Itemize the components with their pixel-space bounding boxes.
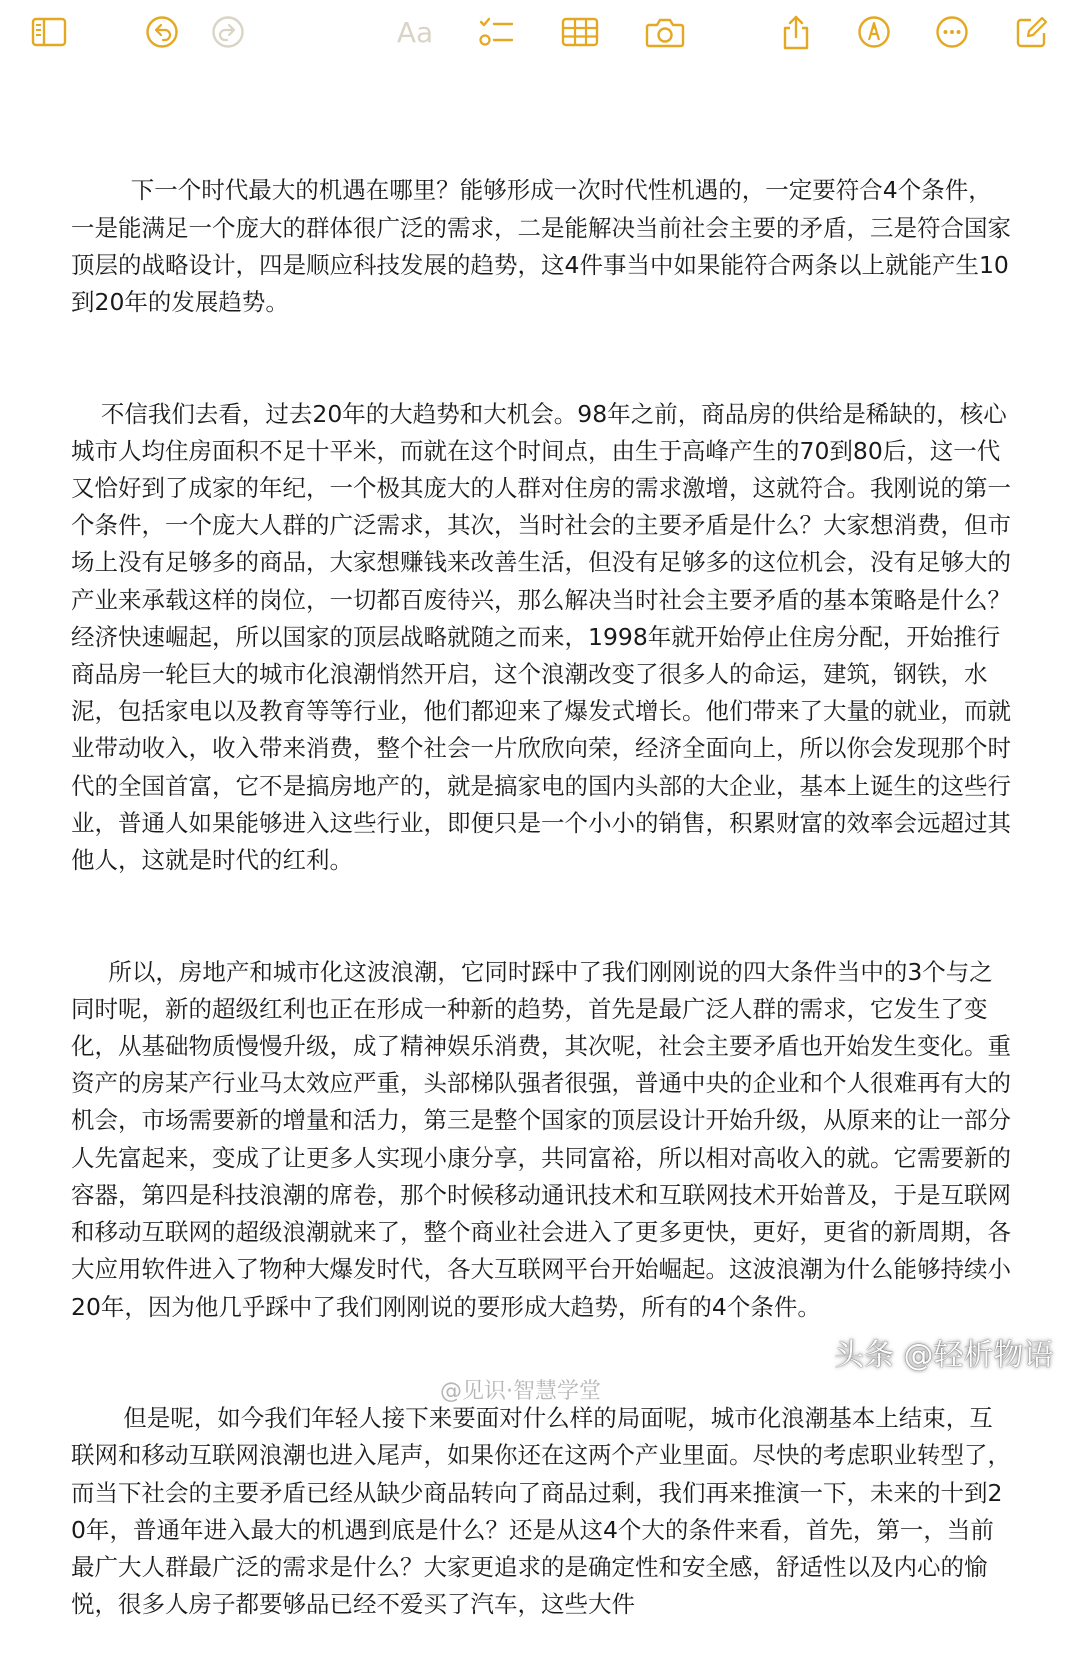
camera-button[interactable]	[643, 10, 687, 54]
more-button[interactable]	[930, 10, 974, 54]
table-button[interactable]	[558, 10, 602, 54]
note-paragraph-3: 所以，房地产和城市化这波浪潮，它同时踩中了我们刚刚说的四大条件当中的3个与之同时呢，新的超级红利也正在形成一种新的趋势，首先是最广泛人群的需求，它发生了变化，从基础物质慢慢升级，成了精神娱乐消费，其次呢，社会主要矛盾也开始发生变化。重资产的房某产行业马太效应严重，头部梯队强者很强，普通中央的企业和个人很难再有大的机会，市场需要新的增量和活力，第三是整个国家的顶层设计开始升级，从原来的让一部分人先富起来，变成了让更多人实现小康分享，共同富裕，所以相对高收入的就。它需要新的容器，第四是科技浪潮的席卷，那个时候移动通讯技术和互联网技术开始普及，于是互联网和移动互联网的超级浪潮就来了，整个商业社会进入了更多更快，更好，更省的新周期，各大应用软件进入了物种大爆发时代，各大互联网平台开始崛起。这波浪潮为什么能够持续小20年，因为他几乎踩中了我们刚刚说的要形成大趋势，所有的4个条件。	[71, 957, 1011, 1321]
format-label: Aa	[396, 15, 434, 49]
share-button[interactable]	[774, 10, 818, 54]
more-icon	[935, 15, 969, 49]
camera-icon	[645, 16, 685, 48]
checklist-icon	[477, 16, 515, 48]
share-icon	[781, 14, 811, 50]
toutiao-watermark	[834, 1330, 1054, 1374]
weibo-watermark: @见识·智慧学堂	[440, 1379, 601, 1404]
format-button[interactable]	[390, 10, 440, 54]
compose-button[interactable]	[1010, 10, 1054, 54]
markup-button[interactable]	[852, 10, 896, 54]
undo-icon	[145, 15, 179, 49]
compose-icon	[1015, 15, 1049, 49]
markup-pen-icon	[857, 15, 891, 49]
notes-toolbar	[0, 0, 1080, 64]
sidebar-toggle-icon	[31, 17, 67, 47]
note-paragraph-1: 下一个时代最大的机遇在哪里？能够形成一次时代性机遇的，一定要符合4个条件，一是能满足一个庞大的群体很广泛的需求，二是能解决当前社会主要的矛盾，三是符合国家顶层的战略设计，四是顺应科技发展的趋势，这4件事当中如果能符合两条以上就能产生10到20年的发展趋势。	[71, 176, 1011, 317]
checklist-button[interactable]	[474, 10, 518, 54]
redo-button[interactable]	[206, 10, 250, 54]
sidebar-toggle-button[interactable]	[27, 10, 71, 54]
toutiao-watermark-text: 头条 @轻析物语	[834, 1338, 1054, 1373]
note-body[interactable]	[71, 98, 1011, 1661]
redo-icon	[211, 15, 245, 49]
note-paragraph-4: 但是呢，如今我们年轻人接下来要面对什么样的局面呢，城市化浪潮基本上结束，互联网和移动互联网浪潮也进入尾声，如果你还在这两个产业里面。尽快的考虑职业转型了，而当下社会的主要矛盾已经从缺少商品转向了商品过剩，我们再来推演一下，未来的十到20年，普通年进入最大的机遇到底是什么？还是从这4个大的条件来看，首先，第一，当前最广大人群最广泛的需求是什么？大家更追求的是确定性和安全感，舒适性以及内心的愉悦，很多人房子都要够品已经不爱买了汽车，这些大件	[71, 1404, 1011, 1619]
table-icon	[561, 17, 599, 47]
undo-button[interactable]	[140, 10, 184, 54]
note-paragraph-2: 不信我们去看，过去20年的大趋势和大机会。98年之前，商品房的供给是稀缺的，核心城市人均住房面积不足十平米，而就在这个时间点，由生于高峰产生的70到80后，这一代又恰好到了成家的年纪，一个极其庞大的人群对住房的需求激增，这就符合。我刚说的第一个条件，一个庞大人群的广泛需求，其次，当时社会的主要矛盾是什么？大家想消费，但市场上没有足够多的商品，大家想赚钱来改善生活，但没有足够多的这位机会，没有足够大的产业来承载这样的岗位，一切都百废待兴，那么解决当时社会主要矛盾的基本策略是什么？经济快速崛起，所以国家的顶层战略就随之而来，1998年就开始停止住房分配，开始推行商品房一轮巨大的城市化浪潮悄然开启，这个浪潮改变了很多人的命运，建筑，钢铁，水泥，包括家电以及教育等等行业，他们都迎来了爆发式增长。他们带来了大量的就业，而就业带动收入，收入带来消费，整个社会一片欣欣向荣，经济全面向上，所以你会发现那个时代的全国首富，它不是搞房地产的，就是搞家电的国内头部的大企业，基本上诞生的这些行业，普通人如果能够进入这些行业，即便只是一个小小的销售，积累财富的效率会远超过其他人，这就是时代的红利。	[71, 399, 1011, 875]
